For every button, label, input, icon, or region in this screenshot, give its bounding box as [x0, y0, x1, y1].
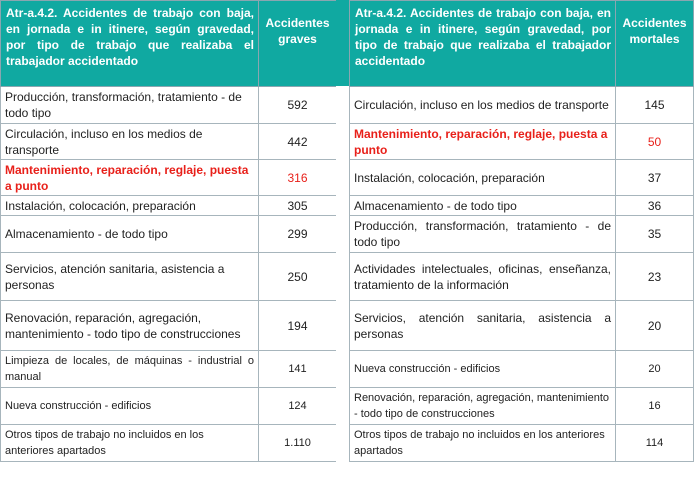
accident-count: 305 [259, 196, 337, 216]
serious-accidents-table [0, 0, 337, 462]
table-row [1, 351, 337, 388]
accident-count: 145 [616, 87, 694, 124]
table-row [350, 216, 694, 253]
work-type-label: Producción, transformación, tratamiento - de todo tipo [350, 216, 616, 253]
table-row [1, 301, 337, 351]
work-type-label: Circulación, incluso en los medios de transporte [1, 124, 259, 160]
table-row [1, 253, 337, 301]
accident-count: 35 [616, 216, 694, 253]
table-row [1, 216, 337, 253]
table-row [1, 124, 337, 160]
accident-count: 114 [616, 425, 694, 462]
accident-count: 1.110 [259, 425, 337, 462]
table-row-highlighted [350, 124, 694, 160]
table-separator [336, 0, 349, 478]
work-type-label: Nueva construcción - edificios [350, 351, 616, 388]
table-row [350, 160, 694, 196]
table-row [350, 301, 694, 351]
work-type-label: Renovación, reparación, agregación, mantenimiento - todo tipo de construcciones [1, 301, 259, 351]
work-type-label: Instalación, colocación, preparación [350, 160, 616, 196]
table-row [1, 196, 337, 216]
table-row [350, 351, 694, 388]
work-type-label: Circulación, incluso en los medios de transporte [350, 87, 616, 124]
work-type-label: Renovación, reparación, agregación, mantenimiento - todo tipo de construcciones [350, 388, 616, 425]
right-table-container [349, 0, 694, 462]
table-row [1, 87, 337, 124]
accident-count: 36 [616, 196, 694, 216]
table-row [350, 425, 694, 462]
table-row [350, 196, 694, 216]
table-row [1, 388, 337, 425]
work-type-label: Almacenamiento - de todo tipo [350, 196, 616, 216]
accident-count: 592 [259, 87, 337, 124]
fatal-accidents-table [349, 0, 694, 462]
work-type-label: Otros tipos de trabajo no incluidos en los anteriores apartados [350, 425, 616, 462]
accident-count: 442 [259, 124, 337, 160]
work-type-label: Nueva construcción - edificios [1, 388, 259, 425]
table-title: Atr-a.4.2. Accidentes de trabajo con baja, en jornada e in itinere, según gravedad, por tipo de trabajo que realizaba el trabajador accidentado [1, 1, 259, 87]
accident-count: 23 [616, 253, 694, 301]
fatal-accidents-header: Accidentes mortales [616, 1, 694, 87]
accident-count: 141 [259, 351, 337, 388]
table-row [350, 388, 694, 425]
left-table-container [0, 0, 337, 462]
table-row-highlighted [1, 160, 337, 196]
table-row [350, 253, 694, 301]
work-type-label: Otros tipos de trabajo no incluidos en los anteriores apartados [1, 425, 259, 462]
accident-count: 16 [616, 388, 694, 425]
work-type-label: Limpieza de locales, de máquinas - industrial o manual [1, 351, 259, 388]
accident-count-highlighted: 50 [616, 124, 694, 160]
accident-count: 299 [259, 216, 337, 253]
work-type-label: Instalación, colocación, preparación [1, 196, 259, 216]
work-type-label: Almacenamiento - de todo tipo [1, 216, 259, 253]
work-type-label-highlighted: Mantenimiento, reparación, reglaje, puesta a punto [350, 124, 616, 160]
work-type-label-highlighted: Mantenimiento, reparación, reglaje, puesta a punto [1, 160, 259, 196]
table-header-row [1, 1, 337, 87]
accident-count: 20 [616, 351, 694, 388]
accident-count: 194 [259, 301, 337, 351]
work-type-label: Servicios, atención sanitaria, asistencia a personas [1, 253, 259, 301]
accident-count: 124 [259, 388, 337, 425]
table-row [1, 425, 337, 462]
table-header-row [350, 1, 694, 87]
accident-count: 20 [616, 301, 694, 351]
accident-count: 37 [616, 160, 694, 196]
table-title: Atr-a.4.2. Accidentes de trabajo con baja, en jornada e in itinere, según gravedad, por tipo de trabajo que realizaba el trabajador accidentado [350, 1, 616, 87]
serious-accidents-header: Accidentes graves [259, 1, 337, 87]
accident-count-highlighted: 316 [259, 160, 337, 196]
work-type-label: Actividades intelectuales, oficinas, enseñanza, tratamiento de la información [350, 253, 616, 301]
work-type-label: Servicios, atención sanitaria, asistencia a personas [350, 301, 616, 351]
work-type-label: Producción, transformación, tratamiento - de todo tipo [1, 87, 259, 124]
accident-count: 250 [259, 253, 337, 301]
table-row [350, 87, 694, 124]
